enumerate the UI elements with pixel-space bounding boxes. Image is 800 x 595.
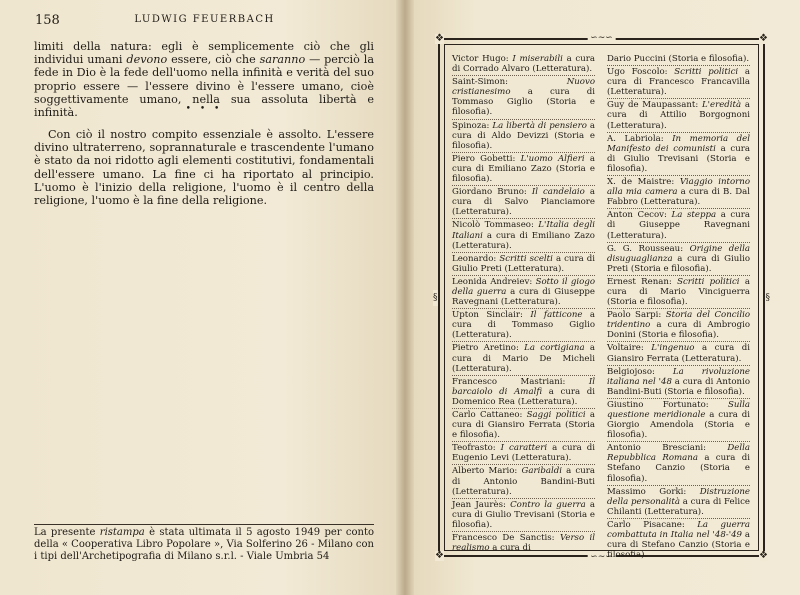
text-run: Nicolò Tommaseo: bbox=[452, 220, 539, 231]
text-run: a cura di Eugenio Levi (Letteratura). bbox=[452, 443, 595, 464]
right-page bbox=[404, 0, 800, 595]
catalog-entry bbox=[607, 177, 750, 209]
text-run: a cura di Tommaso Giglio (Storia e filosofia). bbox=[452, 87, 595, 118]
text-run: — perciò la fede in Dio è la fede dell'uomo nella infinità e verità del suo proprio essere — l'essere divino è l'essere umano, cioè soggettivamente umano, nella sua assoluta libertà e infinità. bbox=[34, 53, 374, 120]
italic-text: Sotto il giogo della guerra bbox=[452, 276, 595, 297]
text-run: G. G. Rousseau: bbox=[607, 243, 690, 254]
text-run: a cura di Stefano Canzio (Storia e filosofia). bbox=[607, 453, 750, 484]
text-run: a cura di B. Dal Fabbro (Letteratura). bbox=[607, 187, 751, 208]
italic-text: Nuovo cristianesimo bbox=[452, 77, 595, 98]
text-run: a cura di Giulio Trevisani (Storia e filosofia). bbox=[452, 499, 595, 530]
catalog-column-2 bbox=[607, 54, 750, 562]
text-run: Dario Puccini (Storia e filosofia). bbox=[607, 54, 750, 64]
text-run: Francesco Mastriani: bbox=[452, 376, 589, 387]
italic-text: In memoria del Manifesto dei comunisti bbox=[607, 133, 750, 154]
catalog-entry bbox=[452, 410, 595, 442]
text-run: Pietro Aretino: bbox=[452, 343, 525, 354]
italic-text: devono bbox=[126, 53, 168, 67]
text-run: a cura di Giansiro Ferrata (Storia e filosofia). bbox=[452, 410, 595, 441]
catalog-entry bbox=[607, 67, 750, 99]
text-run: Guy de Maupassant: bbox=[607, 100, 702, 111]
text-run: Giustino Fortunato: bbox=[607, 399, 728, 410]
italic-text: Della Repubblica Romana bbox=[607, 443, 750, 464]
text-run: a cura di Stefano Canzio (Storia e filosofia). bbox=[607, 530, 750, 561]
text-run: Antonio Bresciani: bbox=[607, 443, 728, 454]
book-gutter-shadow bbox=[396, 0, 414, 595]
text-run: a cura di Emiliano Zazo (Letteratura). bbox=[452, 230, 595, 251]
text-run: Saint-Simon: bbox=[452, 77, 567, 88]
text-run: a cura di Emiliano Zazo (Storia e filosofia). bbox=[452, 153, 595, 185]
frame-flourish-ornament: ∽∼∽ bbox=[587, 33, 616, 43]
italic-text: Garibaldi bbox=[521, 466, 562, 477]
italic-text: Verso il realismo bbox=[452, 533, 595, 554]
italic-text: Viaggio intorno alla mia camera bbox=[607, 177, 750, 198]
text-run: a cura di Corrado Alvaro (Letteratura). bbox=[452, 54, 596, 75]
text-run: Victor Hugo: bbox=[452, 54, 513, 64]
text-run: Alberto Mario: bbox=[452, 466, 522, 477]
running-title: LUDWIG FEUERBACH bbox=[134, 14, 275, 25]
italic-text: Il candelaio bbox=[531, 187, 585, 198]
catalog-entry bbox=[452, 533, 595, 554]
catalog-entry bbox=[452, 220, 595, 252]
frame-corner-ornament: ❖ bbox=[435, 550, 444, 561]
catalog-column-1 bbox=[452, 54, 595, 562]
text-run: X. de Maistre: bbox=[607, 177, 680, 188]
catalog-entry bbox=[452, 254, 595, 276]
catalog-entry bbox=[452, 121, 595, 153]
italic-text: Scritti scelti bbox=[499, 253, 553, 264]
catalog-entry bbox=[452, 187, 595, 219]
catalog-entry bbox=[607, 343, 750, 365]
text-run: Leonardo: bbox=[452, 253, 500, 264]
text-run: a cura di Tommaso Giglio (Letteratura). bbox=[452, 310, 595, 341]
catalog-entry bbox=[607, 520, 750, 561]
text-run: a cura di Giulio Preti (Storia e filosofia). bbox=[607, 253, 750, 274]
text-run: Spinoza: bbox=[452, 120, 493, 131]
text-run: a cura di Giulio Trevisani (Storia e filosofia). bbox=[607, 143, 751, 174]
italic-text: Sulla questione meridionale bbox=[607, 399, 750, 420]
text-run: a cura di Mario De Micheli (Letteratura). bbox=[452, 343, 596, 374]
italic-text: La guerra combattuta in Italia nel '48-'49 bbox=[607, 519, 750, 541]
text-run: è stata ultimata il 5 agosto 1949 per conto della « Cooperativa Libro Popolare », Via Solferino 26 - Milano con i tipi dell'Archetipografia di Milano s.r.l. - Viale Umbria 54 bbox=[34, 527, 374, 563]
text-run: a cura di Mario Vinciguerra (Storia e filosofia). bbox=[607, 276, 750, 308]
catalog-entry bbox=[452, 466, 595, 498]
catalog-entry bbox=[452, 77, 595, 119]
text-run: Anton Cecov: bbox=[607, 210, 672, 221]
italic-text: ristampa bbox=[99, 527, 145, 538]
catalog-entry bbox=[607, 487, 750, 519]
text-run: a cura di Salvo Pianciamore (Letteratura). bbox=[452, 187, 595, 218]
text-run: Giordano Bruno: bbox=[452, 187, 532, 198]
text-run: A. Labriola: bbox=[607, 133, 673, 144]
italic-text: Origine della disuguaglianza bbox=[607, 243, 750, 264]
text-run: Upton Sinclair: bbox=[452, 310, 531, 321]
italic-text: Contro la guerra bbox=[510, 499, 586, 510]
frame-flourish-ornament: § bbox=[766, 290, 771, 306]
section-ornament: • • • bbox=[185, 104, 223, 114]
text-run: Voltaire: bbox=[607, 343, 652, 354]
italic-text: Storia del Concilio tridentino bbox=[607, 310, 750, 331]
text-run: a cura di Ambrogio Donini (Storia e filosofia). bbox=[607, 320, 750, 341]
frame-corner-ornament: ❖ bbox=[759, 33, 768, 44]
text-run: a cura di Aldo Devizzi (Storia e filosofia). bbox=[452, 120, 595, 151]
text-run: Piero Gobetti: bbox=[452, 153, 521, 164]
italic-text: Saggi politici bbox=[526, 410, 586, 420]
italic-text: L'Italia degli Italiani bbox=[452, 220, 595, 241]
catalog-entry bbox=[452, 500, 595, 532]
text-run: Francesco De Sanctis: bbox=[452, 533, 560, 544]
italic-text: Il barcaiolo di Amalfi bbox=[452, 376, 595, 397]
frame-flourish-ornament: ∽∼∽ bbox=[587, 552, 616, 562]
italic-text: La rivoluzione italiana nel '48 bbox=[607, 366, 750, 387]
text-run: Leonida Andreiev: bbox=[452, 276, 536, 287]
catalog-entry bbox=[607, 277, 750, 309]
italic-text: L'uomo Alfieri bbox=[520, 153, 585, 164]
text-run: a cura di Francesco Francavilla (Letteratura). bbox=[607, 67, 751, 98]
text-run: a cura di Giuseppe Ravegnani (Letteratura). bbox=[452, 286, 595, 308]
italic-text: I caratteri bbox=[500, 443, 548, 454]
italic-text: I miserabili bbox=[512, 54, 563, 64]
catalog-entry bbox=[607, 367, 750, 399]
text-run: a cura di Giansiro Ferrata (Letteratura). bbox=[607, 343, 750, 364]
page-number: 158 bbox=[35, 13, 60, 28]
text-run: a cura di bbox=[489, 543, 531, 554]
catalog-entry bbox=[607, 443, 750, 485]
text-run: Belgiojoso: bbox=[607, 366, 673, 377]
catalog-entry bbox=[452, 443, 595, 465]
text-run: a cura di Giorgio Amendola (Storia e filosofia). bbox=[607, 410, 750, 441]
running-head bbox=[35, 13, 374, 29]
catalog-entry bbox=[607, 54, 750, 66]
text-run: a cura di Antonio Bandini-Buti (Letteratura). bbox=[452, 466, 596, 497]
italic-text: L'ingenuo bbox=[651, 343, 695, 354]
text-run: a cura di Domenico Rea (Letteratura). bbox=[452, 386, 596, 407]
text-run: Teofrasto: bbox=[452, 443, 501, 454]
text-run: a cura di Giuseppe Ravegnani (Letteratura). bbox=[607, 210, 751, 241]
italic-text: La steppa bbox=[671, 210, 717, 221]
text-run: a cura di Antonio Bandini-Buti (Storia e filosofia). bbox=[607, 376, 750, 397]
italic-text: Distruzione della personalità bbox=[607, 486, 750, 507]
frame-flourish-ornament: § bbox=[433, 290, 438, 306]
text-run: La presente bbox=[34, 527, 100, 538]
frame-corner-ornament: ❖ bbox=[435, 33, 444, 44]
text-run: Ernest Renan: bbox=[607, 276, 678, 287]
catalog-entry bbox=[452, 277, 595, 309]
italic-text: Il fatticone bbox=[530, 310, 583, 321]
catalog-entry bbox=[452, 154, 595, 186]
text-run: Massimo Gorki: bbox=[607, 486, 700, 497]
italic-text: Scritti politici bbox=[674, 67, 739, 78]
paragraph-conclusion: Con ciò il nostro compito essenziale è assolto. L'essere divino ultraterreno, soprannaturale e trascendente l'umano è stato da noi ridotto agli elementi costitutivi, fondamentali dell'essere umano. La fine ci ha riportato al principio. L'uomo è l'inizio della religione, l'uomo è il centro della religione, l'uomo è la fine della religione. bbox=[34, 128, 374, 208]
text-run: a cura di Giulio Preti (Letteratura). bbox=[452, 253, 595, 274]
catalog-entry bbox=[607, 100, 750, 132]
text-run: essere, ciò che bbox=[167, 53, 260, 67]
italic-text: La libertà di pensiero bbox=[492, 120, 587, 131]
text-run: a cura di Felice Chilanti (Letteratura). bbox=[607, 496, 751, 517]
frame-corner-ornament: ❖ bbox=[759, 550, 768, 561]
text-run: Paolo Sarpi: bbox=[607, 310, 666, 321]
text-run: Jean Jaurès: bbox=[452, 499, 511, 510]
text-run: Ugo Foscolo: bbox=[607, 67, 675, 78]
italic-text: saranno bbox=[259, 53, 306, 67]
catalog-entry bbox=[452, 54, 595, 76]
italic-text: L'eredità bbox=[701, 100, 742, 111]
text-run: Carlo Pisacane: bbox=[607, 519, 698, 530]
catalog-entry bbox=[452, 377, 595, 409]
text-run: limiti della natura: egli è semplicemente ciò che gli individui umani bbox=[34, 40, 374, 67]
catalog-entry bbox=[607, 134, 750, 176]
text-run: a cura di Attilio Borgognoni (Letteratura). bbox=[607, 100, 750, 131]
catalog-entry bbox=[607, 244, 750, 276]
italic-text: La cortigiana bbox=[524, 343, 585, 354]
catalog-entry bbox=[452, 343, 595, 375]
catalog-frame bbox=[433, 33, 770, 562]
italic-text: Scritti politici bbox=[677, 276, 740, 287]
colophon-imprint bbox=[34, 524, 374, 564]
text-run: Carlo Cattaneo: bbox=[452, 410, 527, 420]
catalog-entry bbox=[607, 210, 750, 242]
catalog-entry bbox=[607, 400, 750, 442]
catalog-entry bbox=[452, 310, 595, 342]
catalog-entry bbox=[607, 310, 750, 342]
book-catalog bbox=[452, 54, 751, 562]
